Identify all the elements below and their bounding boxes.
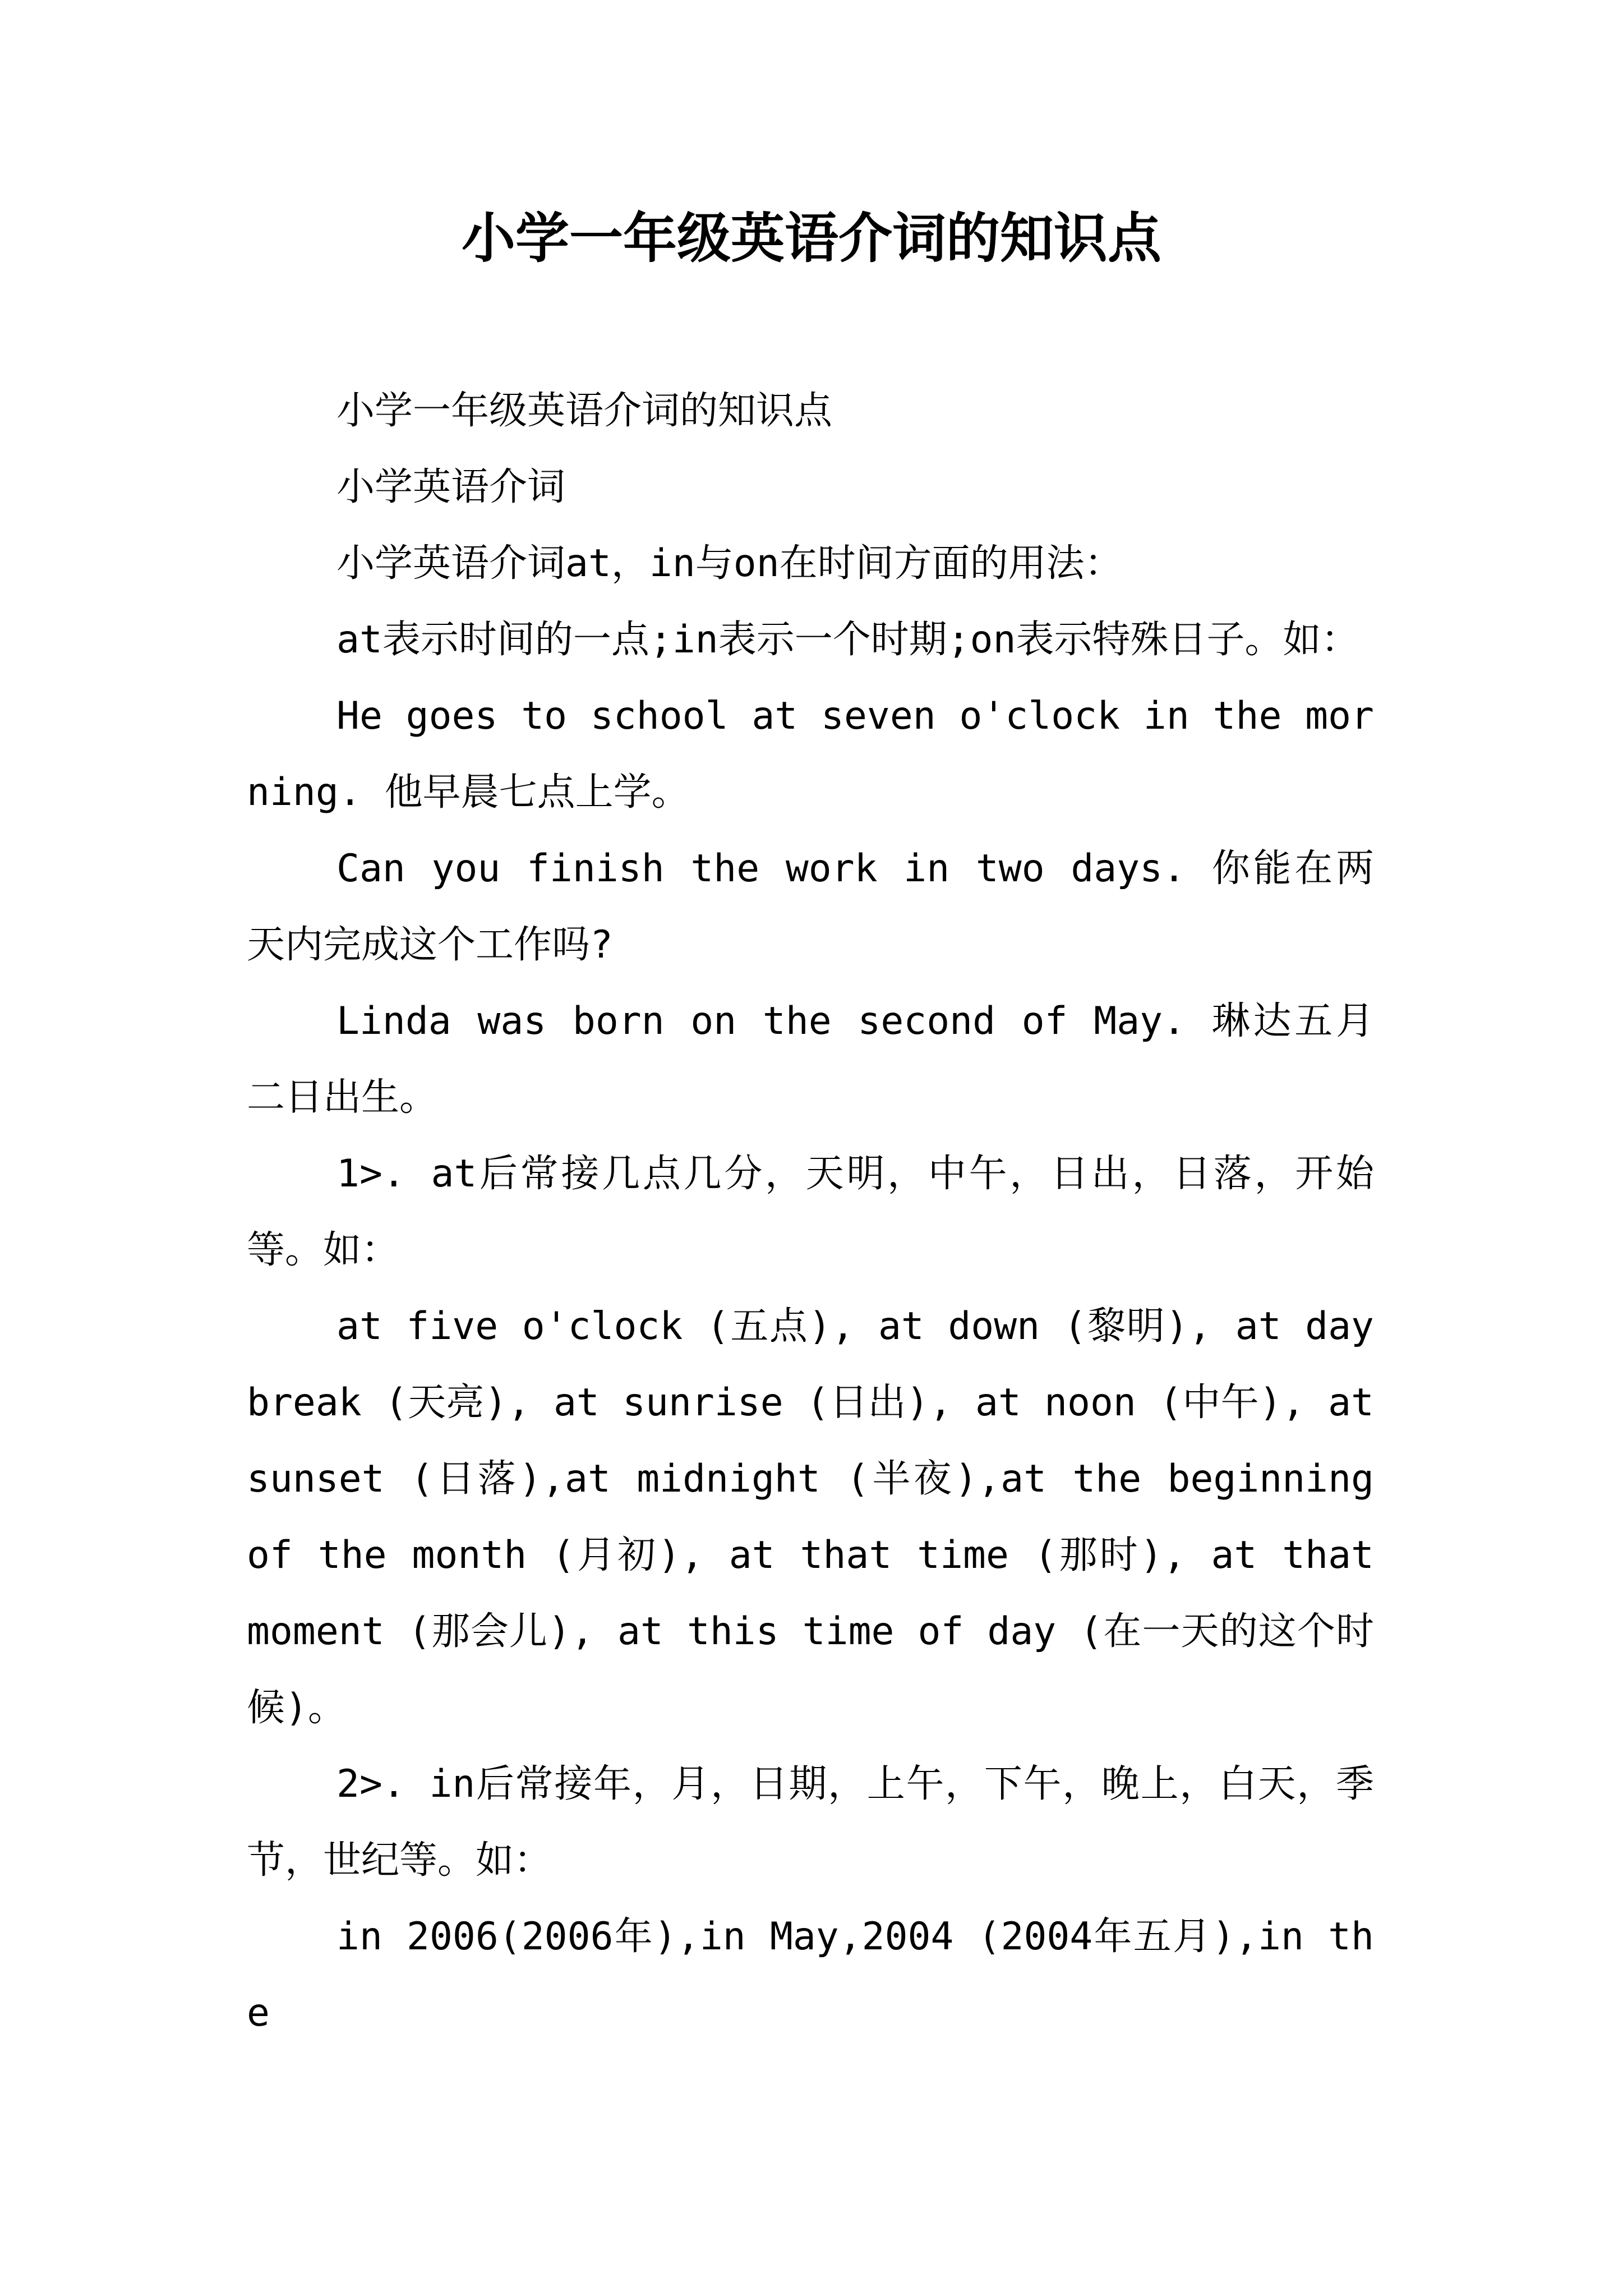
paragraph-rule-in: 2>. in后常接年，月，日期，上午，下午，晚上，白天，季节，世纪等。如：	[247, 1762, 1374, 1883]
paragraph-example-at: He goes to school at seven o'clock in the morning. 他早晨七点上学。	[247, 694, 1374, 815]
paragraph-example-in: Can you finish the work in two days. 你能在两天内完成这个工作吗?	[247, 846, 1374, 967]
paragraph-rule-at: 1>. at后常接几点几分，天明，中午，日出，日落，开始等。如：	[247, 1152, 1374, 1272]
paragraph-rule-summary: at表示时间的一点;in表示一个时期;on表示特殊日子。如：	[336, 618, 1359, 662]
paragraph-subtitle: 小学英语介词	[336, 465, 566, 509]
document-body	[247, 373, 1374, 2051]
document-title: 小学一年级英语介词的知识点	[462, 206, 1161, 270]
paragraph-example-on: Linda was born on the second of May. 琳达五月二日出生。	[247, 999, 1374, 1120]
paragraph-in-phrases: in 2006(2006年),in May,2004 (2004年五月),in the	[247, 1915, 1374, 2035]
paragraph-at-phrases: at five o'clock (五点), at down (黎明), at daybreak (天亮), at sunrise (日出), at noon (中午), at sunset (日落),at midnight (半夜),at the beginning of the month (月初), at that time (那时), at that moment (那会儿), at this time of day (在一天的这个时候)。	[247, 1304, 1374, 1730]
paragraph-heading-repeat: 小学一年级英语介词的知识点	[336, 389, 833, 433]
paragraph-usage-intro: 小学英语介词at，in与on在时间方面的用法：	[336, 541, 1123, 586]
